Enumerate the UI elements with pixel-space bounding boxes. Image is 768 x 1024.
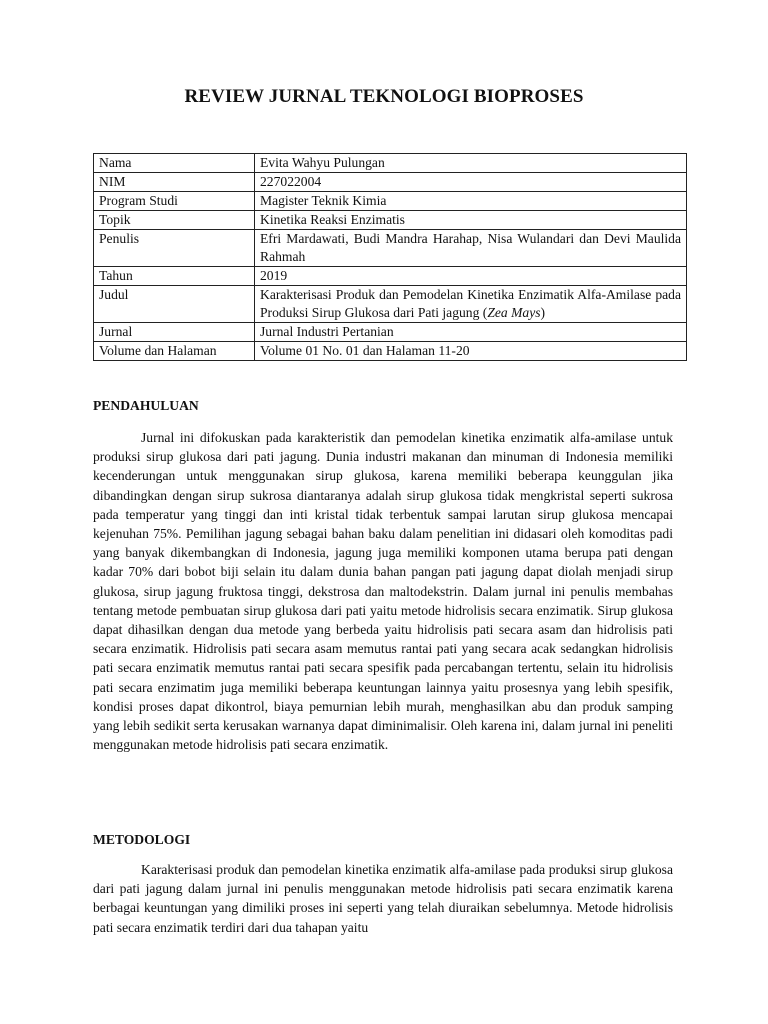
row-value: Jurnal Industri Pertanian [255, 323, 687, 342]
page-title: REVIEW JURNAL TEKNOLOGI BIOPROSES [184, 86, 584, 107]
row-value-end: ) [540, 305, 546, 320]
row-label: NIM [94, 173, 255, 192]
table-row [94, 286, 687, 323]
row-label: Topik [94, 211, 255, 230]
row-value [255, 286, 687, 323]
section-body-pendahuluan: Jurnal ini difokuskan pada karakteristik dan pemodelan kinetika enzimatik alfa-amilase untuk produksi sirup glukosa dari pati jagung. Dunia industri makanan dan minuman di Indonesia memiliki kecenderungan untuk menggunakan sirup glukosa, karena memiliki beberapa keunggulan jika dibandingkan dengan sirup sukrosa diantaranya adalah sirup glukosa tidak mengkristal seperti sukrosa pada temperatur yang tinggi dan inti kristal tidak terbentuk sampai larutan sirup glukosa mencapai kejenuhan 75%. Pemilihan jagung sebagai bahan baku dalam penelitian ini didasari oleh komoditas padi yang banyak dikembangkan di Indonesia, jagung juga memiliki komponen utama berupa pati dengan kadar 70% dari bobot biji selain itu dalam dunia bahan pangan pati jagung dapat diolah menjadi sirup glukosa, sirup jagung fruktosa tinggi, dekstrosa dan maltodekstrin. Dalam jurnal ini penulis membahas tentang metode pembuatan sirup glukosa dari pati yaitu metode hidrolisis secara enzimatik. Sirup glukosa dapat dihasilkan dengan dua metode yang berbeda yaitu hidrolisis pati secara asam dan hidrolisis pati secara enzimatik. Hidrolisis pati secara asam memutus rantai pati yang secara acak sedangkan hidrolisis pati secara enzimatik memutus rantai pati secara spesifik pada percabangan tertentu, selain itu hidrolisis pati secara enzimatim juga memiliki beberapa keuntungan lainnya yaitu prosesnya yang lebih spesifik, kondisi proses dapat dikontrol, biaya pemurnian lebih murah, menghasilkan abu dan produk samping yang lebih sedikit serta kerusakan warnanya dapat diminimalisir. Oleh karena ini, dalam jurnal ini peneliti menggunakan metode hidrolisis pati secara enzimatik. [93, 430, 673, 753]
table-row [94, 267, 687, 286]
row-label: Nama [94, 154, 255, 173]
section-heading-pendahuluan: PENDAHULUAN [93, 398, 199, 413]
row-value: Magister Teknik Kimia [255, 192, 687, 211]
section-body-metodologi: Karakterisasi produk dan pemodelan kinetika enzimatik alfa-amilase pada produksi sirup glukosa dari pati jagung dalam jurnal ini penulis menggunakan metode hidrolisis pati secara enzimatik karena berbagai keuntungan yang dimiliki proses ini seperti yang telah diuraikan sebelumnya. Metode hidrolisis pati secara enzimatik terdiri dari dua tahapan yaitu [93, 862, 673, 935]
section-heading-metodologi: METODOLOGI [93, 832, 191, 847]
row-value: 2019 [255, 267, 687, 286]
row-value: Evita Wahyu Pulungan [255, 154, 687, 173]
row-value-text: Karakterisasi Produk dan Pemodelan Kinetika Enzimatik Alfa-Amilase pada Produksi Sirup Glukosa dari Pati jagung ( [260, 287, 681, 320]
row-value: Kinetika Reaksi Enzimatis [255, 211, 687, 230]
row-label: Penulis [94, 230, 255, 267]
row-value: Volume 01 No. 01 dan Halaman 11-20 [255, 342, 687, 361]
row-label: Program Studi [94, 192, 255, 211]
table-row [94, 230, 687, 267]
table-row [94, 211, 687, 230]
row-label: Judul [94, 286, 255, 323]
row-label: Volume dan Halaman [94, 342, 255, 361]
table-row [94, 323, 687, 342]
row-label: Jurnal [94, 323, 255, 342]
row-label: Tahun [94, 267, 255, 286]
table-row [94, 154, 687, 173]
row-value-italic: Zea Mays [487, 305, 541, 320]
table-row [94, 192, 687, 211]
info-table [93, 153, 687, 361]
row-value: Efri Mardawati, Budi Mandra Harahap, Nisa Wulandari dan Devi Maulida Rahmah [255, 230, 687, 267]
table-row [94, 173, 687, 192]
table-row [94, 342, 687, 361]
row-value: 227022004 [255, 173, 687, 192]
